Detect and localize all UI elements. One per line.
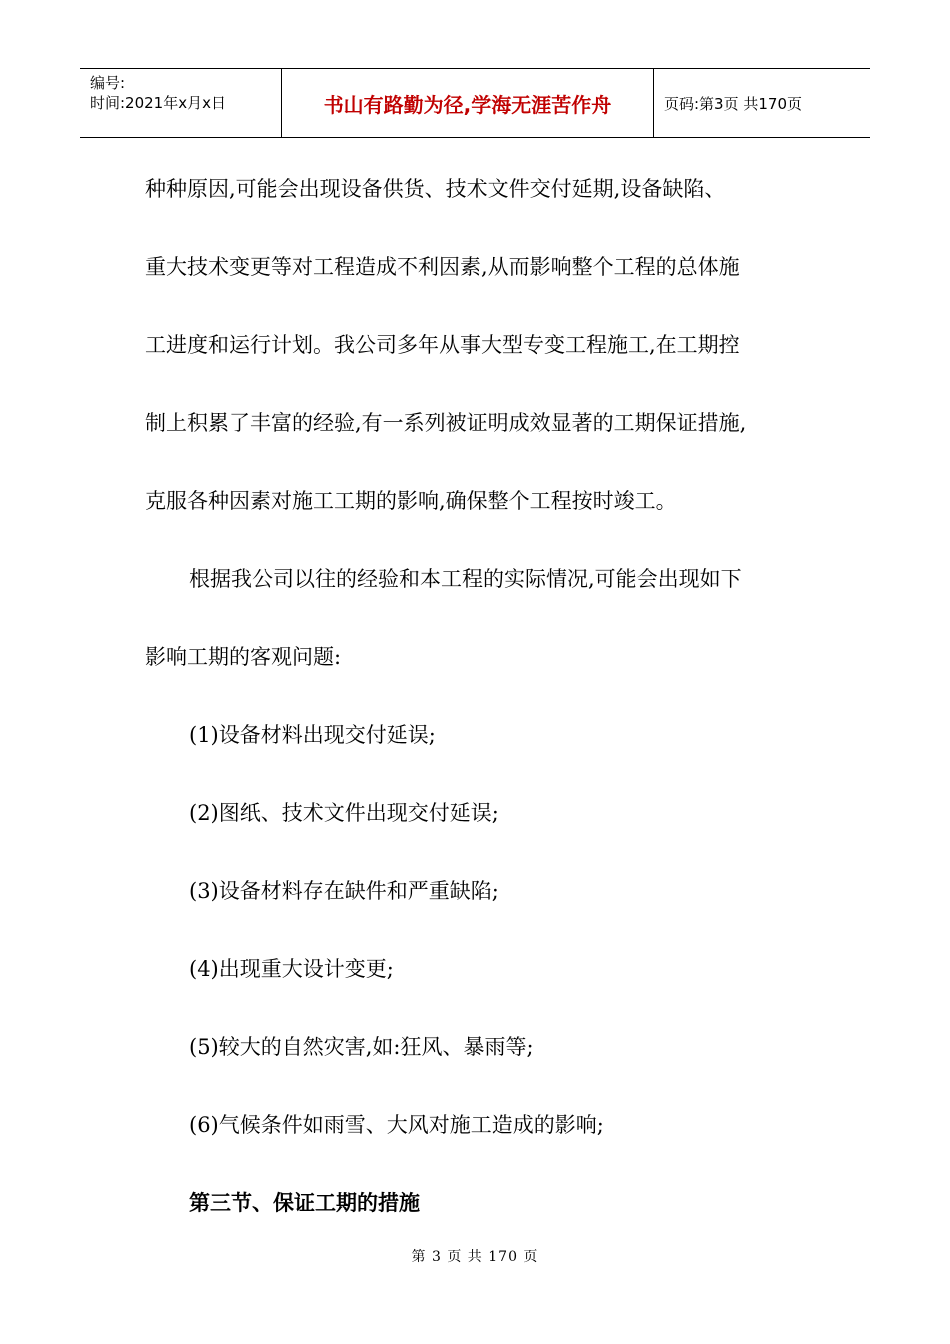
body-line: 工进度和运行计划。我公司多年从事大型专变工程施工,在工期控 [145,333,740,357]
body-line: 影响工期的客观问题: [145,645,342,669]
page-header [80,68,870,138]
list-item: (5)较大的自然灾害,如:狂风、暴雨等; [189,1035,534,1059]
body-line: 重大技术变更等对工程造成不利因素,从而影响整个工程的总体施 [145,255,740,279]
document-body [145,150,825,1242]
list-item: (6)气候条件如雨雪、大风对施工造成的影响; [189,1113,604,1137]
list-item: (2)图纸、技术文件出现交付延误; [189,801,499,825]
body-line: 制上积累了丰富的经验,有一系列被证明成效显著的工期保证措施, [145,411,747,435]
list-item: (1)设备材料出现交付延误; [189,723,436,747]
body-line: 克服各种因素对施工工期的影响,确保整个工程按时竣工。 [145,489,677,513]
header-page-info: 页码:第3页 共170页 [664,94,802,113]
body-line: 根据我公司以往的经验和本工程的实际情况,可能会出现如下 [189,567,742,591]
header-meta [80,69,282,137]
list-item: (3)设备材料存在缺件和严重缺陷; [189,879,499,903]
page-footer: 第 3 页 共 170 页 [411,1249,539,1265]
document-number-label: 编号: [90,74,126,92]
body-line: 种种原因,可能会出现设备供货、技术文件交付延期,设备缺陷、 [145,177,726,201]
document-date-label: 时间:2021年x月x日 [90,94,226,112]
header-motto: 书山有路勤为径,学海无涯苦作舟 [282,69,654,137]
list-item: (4)出现重大设计变更; [189,957,394,981]
section-heading: 第三节、保证工期的措施 [189,1190,420,1215]
